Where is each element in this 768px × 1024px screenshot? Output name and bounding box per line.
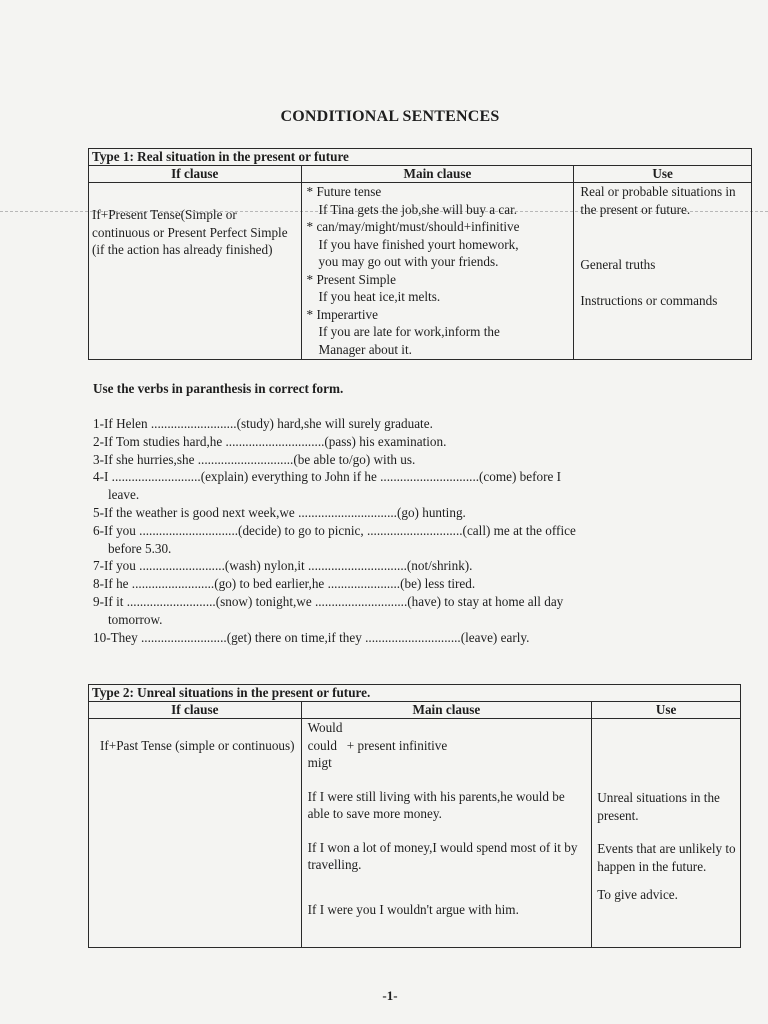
modal-could: could + present infinitive: [307, 737, 448, 753]
use-real-probable: Real or probable situations in the present or future.: [580, 184, 736, 217]
type2-example-1: If I were still living with his parents,he would be able to save more money.: [307, 788, 565, 821]
type1-use-cell: [574, 183, 752, 360]
exercise-item-5: 5-If the weather is good next week,we ..............................(go) hunting.: [93, 504, 466, 520]
main-example: If you have finished yourt homework,: [318, 236, 519, 252]
modal-would: Would: [307, 720, 343, 735]
main-rule-imperative: * Imperartive: [306, 306, 378, 322]
type2-table: [88, 684, 741, 948]
exercise-item-3: 3-If she hurries,she .............................(be able to/go) with us.: [93, 451, 416, 467]
exercise-list: [93, 415, 733, 646]
type2-if-clause-cell: [89, 719, 302, 948]
type2-use-cell: [592, 719, 741, 948]
main-example: you may go out with your friends.: [318, 254, 499, 269]
type1-col-use: Use: [574, 166, 752, 183]
main-rule-modal: * can/may/might/must/should+infinitive: [306, 219, 520, 234]
type2-main-clause-cell: [301, 719, 592, 948]
exercise-item-4-continued: leave.: [108, 487, 140, 503]
page-number: -1-: [382, 988, 398, 1003]
main-example: If Tina gets the job,she will buy a car.: [318, 201, 518, 217]
type2-col-if-clause: If clause: [89, 702, 302, 719]
type2-col-main-clause: Main clause: [301, 702, 592, 719]
exercise-instruction: Use the verbs in paranthesis in correct form.: [93, 381, 344, 396]
exercise-item-7: 7-If you ..........................(wash) nylon,it ..............................(not/shrink).: [93, 558, 473, 574]
main-rule-future: * Future tense: [306, 184, 382, 199]
use-general-truths: General truths: [580, 257, 656, 272]
type1-if-clause-cell: [89, 183, 302, 360]
exercise-item-6: 6-If you ..............................(decide) to go to picnic, .............................(call) me at the office: [93, 522, 576, 538]
type2-col-use: Use: [592, 702, 741, 719]
exercise-item-8: 8-If he .........................(go) to bed earlier,he ......................(be) less tired.: [93, 576, 476, 592]
use-unlikely-future: Events that are unlikely to happen in the future.: [597, 841, 736, 874]
type2-example-3: If I were you I wouldn't argue with him.: [307, 901, 519, 917]
exercise-item-1: 1-If Helen ..........................(study) hard,she will surely graduate.: [93, 416, 433, 431]
main-example: If you are late for work,inform the: [318, 324, 500, 339]
main-example: Manager about it.: [318, 341, 412, 357]
exercise-item-2: 2-If Tom studies hard,he ..............................(pass) his examination.: [93, 433, 447, 449]
use-instructions: Instructions or commands: [580, 292, 718, 308]
type1-col-main-clause: Main clause: [301, 166, 574, 183]
modal-might: migt: [307, 755, 332, 770]
main-rule-present-simple: * Present Simple: [306, 271, 396, 287]
exercise-item-4: 4-I ...........................(explain) everything to John if he ..............................(come) before I: [93, 469, 562, 485]
type1-main-clause-cell: [301, 183, 574, 360]
exercise-item-6-continued: before 5.30.: [108, 540, 172, 556]
type2-if-clause-text: If+Past Tense (simple or continuous): [100, 738, 295, 753]
type1-if-clause-text: If+Present Tense(Simple or continuous or Present Perfect Simple (if the action has already finished): [92, 207, 288, 257]
use-unreal-present: Unreal situations in the present.: [597, 790, 720, 823]
type2-heading: Type 2: Unreal situations in the present or future.: [89, 685, 741, 702]
exercise-item-10: 10-They ..........................(get) there on time,if they .............................(leave) early.: [93, 629, 530, 645]
page-title: CONDITIONAL SENTENCES: [280, 108, 500, 125]
type2-example-2: If I won a lot of money,I would spend most of it by travelling.: [307, 839, 578, 872]
use-give-advice: To give advice.: [597, 887, 678, 902]
type1-col-if-clause: If clause: [89, 166, 302, 183]
type1-table: [88, 148, 752, 360]
main-example: If you heat ice,it melts.: [318, 289, 441, 304]
type1-heading: Type 1: Real situation in the present or future: [89, 149, 752, 166]
exercise-item-9-continued: tomorrow.: [108, 611, 163, 627]
exercise-item-9: 9-If it ...........................(snow) tonight,we ............................(have) to stay at home all day: [93, 593, 564, 609]
